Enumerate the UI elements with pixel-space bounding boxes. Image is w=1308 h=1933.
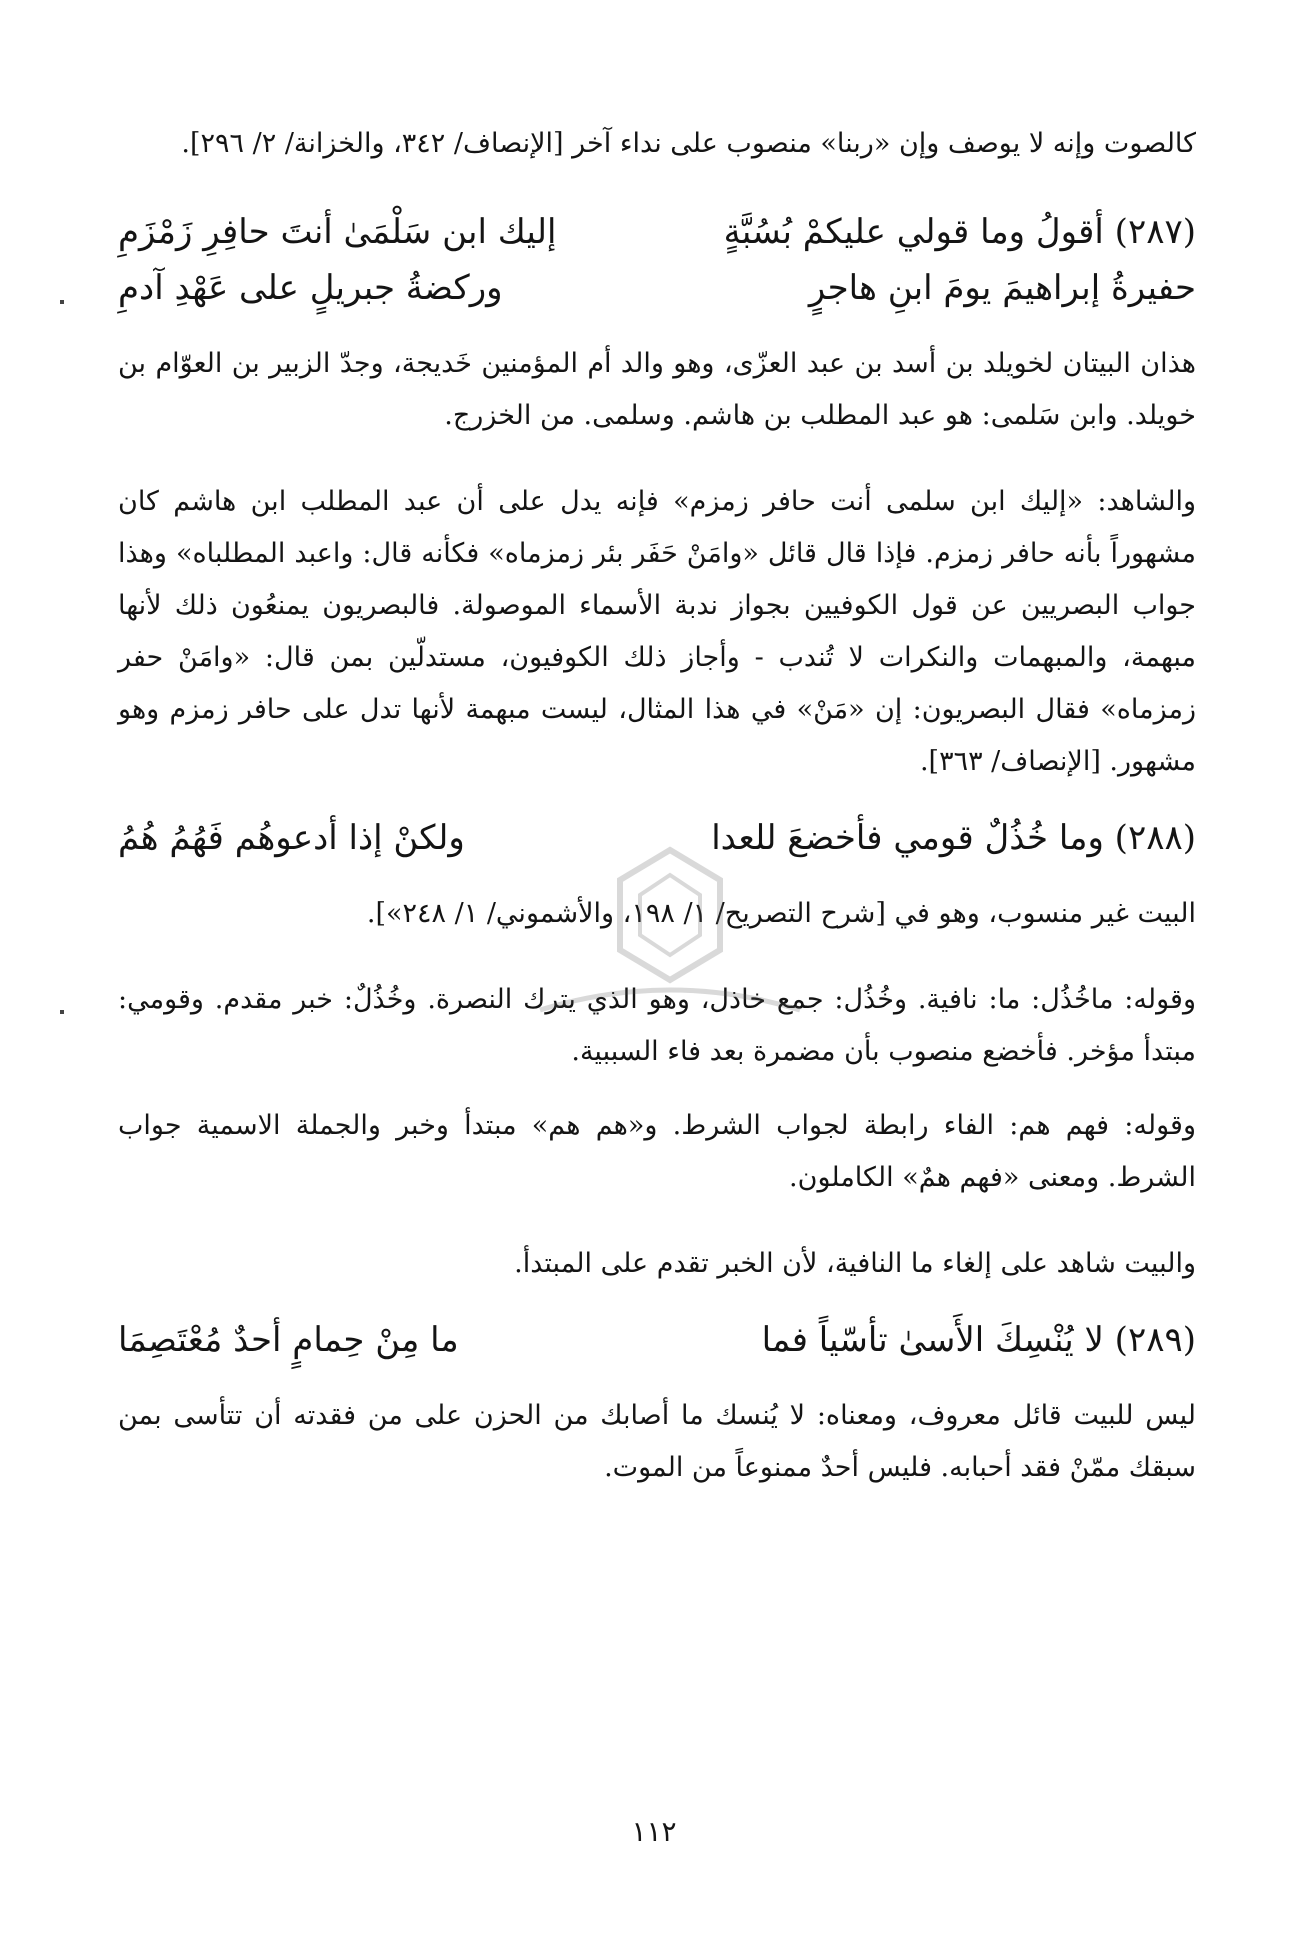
verse-line — [118, 1312, 1196, 1368]
paragraph: البيت غير منسوب، وهو في [شرح التصريح/ ١/ ١٩٨، والأشموني/ ١/ ٢٤٨»]. — [366, 898, 1196, 929]
paragraph: والشاهد: «إليك ابن سلمى أنت حافر زمزم» فإنه يدل على أن عبد المطلب ابن هاشم كان مشهوراً بأنه حافر زمزم. فإذا قال قائل «وامَنْ حَفَر بئر زمزماه» فكأنه قال: واعبد المطلباه» وهذا جواب البصريين عن قول الكوفيين بجواز ندبة الأسماء الموصولة. فالبصريون يمنعُون ذلك لأنها مبهمة، والمبهمات والنكرات لا تُندب - وأجاز ذلك الكوفيون، مستدلّين بمن قال: «وامَنْ حفر زمزماه» فقال البصريون: إن «مَنْ» في هذا المثال، ليست مبهمة لأنها تدل على حافر زمزم وهو مشهور. [الإنصاف/ ٣٦٣]. — [118, 486, 1196, 777]
spacer — [118, 1290, 1196, 1312]
spacer — [118, 170, 1196, 204]
spacer — [118, 1368, 1196, 1390]
margin-dot — [60, 300, 64, 304]
spacer — [118, 442, 1196, 476]
verse-first-hemistich: (٢٨٩) لا يُنْسِكَ الأَسىٰ تأسّياً فما — [761, 1320, 1196, 1360]
paragraph: كالصوت وإنه لا يوصف وإن «ربنا» منصوب على نداء آخر [الإنصاف/ ٣٤٢، والخزانة/ ٢/ ٢٩٦]. — [181, 128, 1196, 159]
spacer — [118, 788, 1196, 810]
page-content — [118, 118, 1196, 1494]
paragraph: وقوله: ماخُذُل: ما: نافية. وخُذُل: جمع خاذل، وهو الذي يترك النصرة. وخُذُلٌ: خبر مقدم. وقومي: مبتدأ مؤخر. فأخضع منصوب بأن مضمرة بعد فاء السببية. — [118, 984, 1196, 1067]
verse-line — [118, 260, 1196, 316]
spacer — [118, 316, 1196, 338]
paragraph: ليس للبيت قائل معروف، ومعناه: لا يُنسك ما أصابك من الحزن على من فقدته أن تتأسى بمن سبقك ممّنْ فقد أحبابه. فليس أحدٌ ممنوعاً من الموت. — [118, 1400, 1196, 1483]
margin-dot — [60, 1010, 64, 1014]
verse-second-hemistich: ما مِنْ حِمامٍ أحدٌ مُعْتَصِمَا — [118, 1320, 459, 1360]
verse-first-hemistich: حفيرةُ إبراهيمَ يومَ ابنِ هاجرٍ — [808, 268, 1196, 308]
paragraph: وقوله: فهم هم: الفاء رابطة لجواب الشرط. و«هم هم» مبتدأ وخبر والجملة الاسمية جواب الشرط. ومعنى «فهم همٌ» الكاملون. — [118, 1110, 1196, 1193]
verse-second-hemistich: إليك ابن سَلْمَىٰ أنتَ حافِرِ زَمْزَمِ — [118, 212, 557, 252]
verse-line — [118, 810, 1196, 866]
spacer — [118, 1078, 1196, 1100]
verse-line — [118, 204, 1196, 260]
spacer — [118, 866, 1196, 888]
verse-second-hemistich: ولكنْ إذا أدعوهُم فَهُمُ هُمُ — [118, 818, 465, 858]
page-number: ١١٢ — [631, 1815, 677, 1848]
verse-first-hemistich: (٢٨٧) أقولُ وما قولي عليكمْ بُسُبَّةٍ — [723, 212, 1196, 252]
verse-second-hemistich: وركضةُ جبريلٍ على عَهْدِ آدمِ — [118, 268, 503, 308]
paragraph: والبيت شاهد على إلغاء ما النافية، لأن الخبر تقدم على المبتدأ. — [514, 1248, 1196, 1279]
paragraph: هذان البيتان لخويلد بن أسد بن عبد العزّى، وهو والد أم المؤمنين خَديجة، وجدّ الزبير بن العوّام بن خويلد. وابن سَلمى: هو عبد المطلب بن هاشم. وسلمى. من الخزرج. — [118, 348, 1196, 431]
spacer — [118, 1204, 1196, 1238]
spacer — [118, 940, 1196, 974]
verse-first-hemistich: (٢٨٨) وما خُذُلٌ قومي فأخضعَ للعدا — [711, 818, 1196, 858]
